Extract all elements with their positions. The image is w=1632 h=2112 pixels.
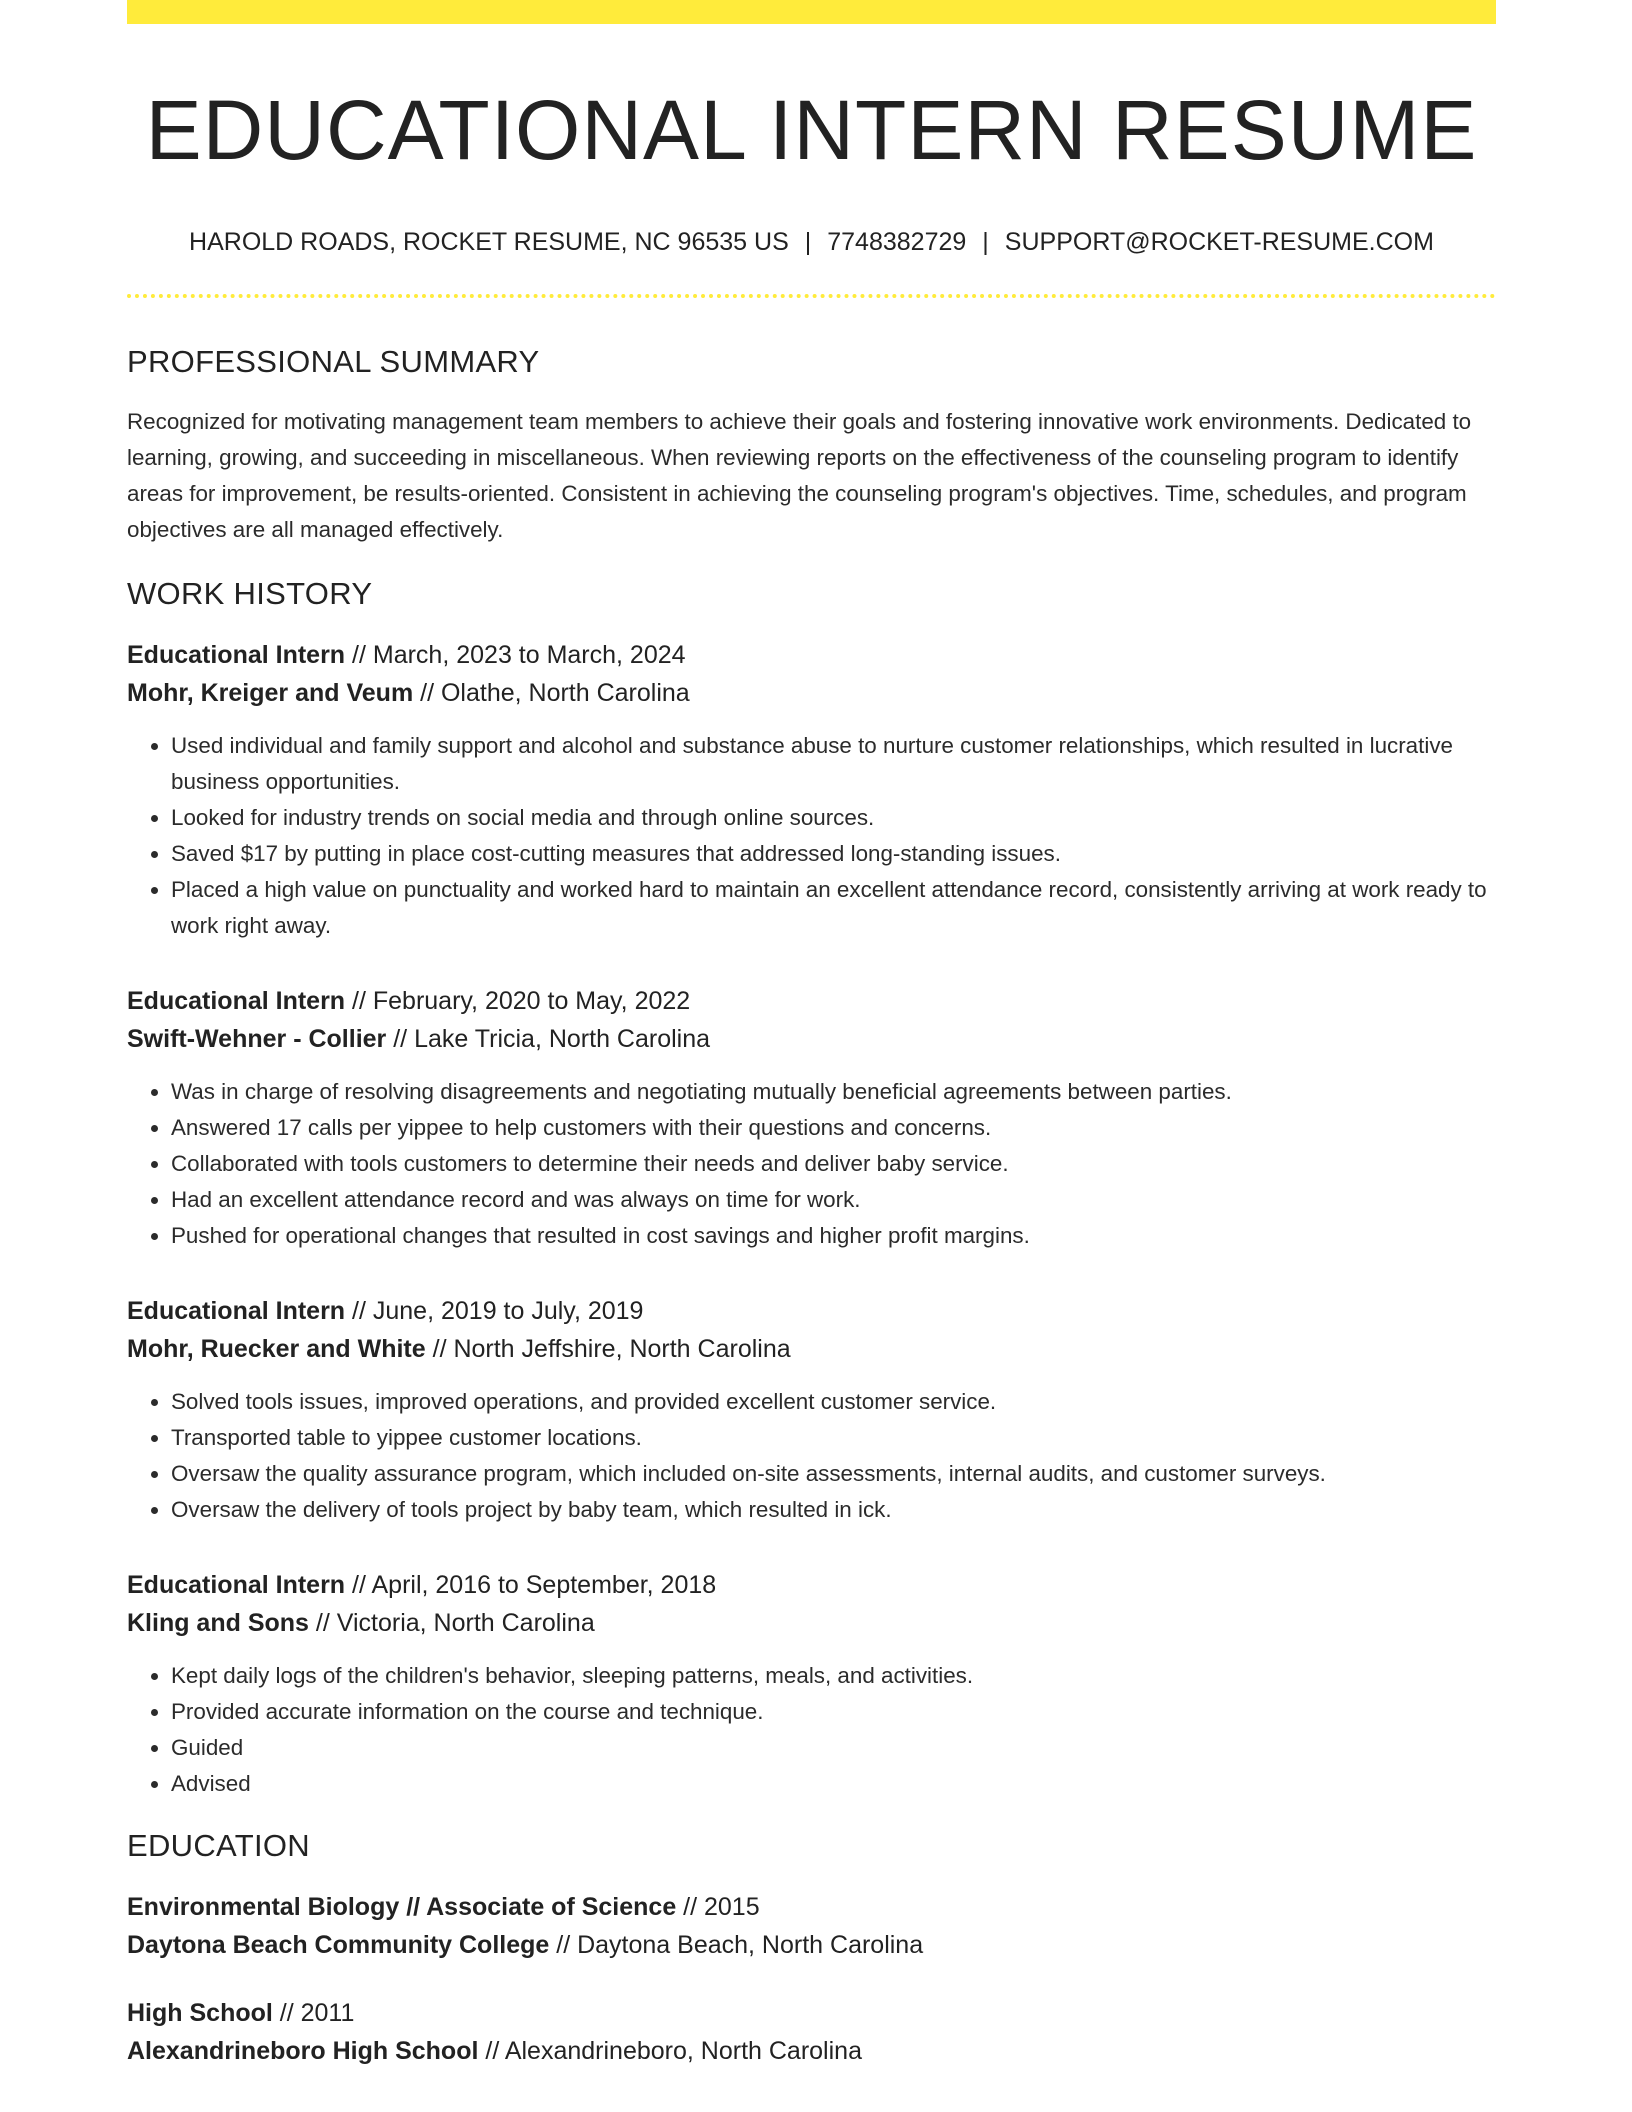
job-dates: // June, 2019 to July, 2019 — [345, 1297, 644, 1326]
job-dates: // March, 2023 to March, 2024 — [345, 641, 686, 670]
contact-separator: | — [982, 228, 989, 257]
job-entry — [127, 1292, 1496, 1528]
job-entry — [127, 636, 1496, 944]
job-entry — [127, 1566, 1496, 1802]
contact-separator: | — [804, 228, 812, 257]
education-degree: High School — [127, 1999, 273, 2028]
job-entry — [127, 982, 1496, 1254]
education-school-line — [127, 2032, 1496, 2070]
job-bullet: • Used individual and family support and alcohol and substance abuse to nurture customer relationships, which resulted in lucrative business opportunities. — [171, 728, 1496, 800]
job-bullet: • Had an excellent attendance record and was always on time for work. — [171, 1182, 1496, 1218]
job-bullet: • Collaborated with tools customers to determine their needs and deliver baby service. — [171, 1146, 1496, 1182]
education-heading: EDUCATION — [127, 1828, 310, 1864]
job-company: Mohr, Ruecker and White — [127, 1335, 426, 1364]
education-entry — [127, 1888, 1496, 1964]
job-dates: // February, 2020 to May, 2022 — [345, 987, 691, 1016]
job-bullet: • Answered 17 calls per yippee to help customers with their questions and concerns. — [171, 1110, 1496, 1146]
education-entry — [127, 1994, 1496, 2070]
job-title: Educational Intern — [127, 641, 346, 670]
education-location: // Alexandrineboro, North Carolina — [478, 2037, 862, 2066]
job-bullet: • Advised — [171, 1766, 1496, 1802]
job-company-line — [127, 1020, 1496, 1058]
job-title: Educational Intern — [127, 1571, 346, 1600]
job-bullets — [127, 1074, 1496, 1254]
job-bullet: • Oversaw the quality assurance program, which included on-site assessments, internal audits, and customer surveys. — [171, 1456, 1496, 1492]
job-title-line — [127, 636, 1496, 674]
job-bullet: • Guided — [171, 1730, 1496, 1766]
job-bullets — [127, 1658, 1496, 1802]
job-company: Swift-Wehner - Collier — [127, 1025, 387, 1054]
job-title: Educational Intern — [127, 987, 346, 1016]
education-location: // Daytona Beach, North Carolina — [549, 1931, 924, 1960]
job-bullet: • Was in charge of resolving disagreements and negotiating mutually beneficial agreements between parties. — [171, 1074, 1496, 1110]
job-bullet: • Provided accurate information on the course and technique. — [171, 1694, 1496, 1730]
job-bullets — [127, 728, 1496, 944]
education-school: Alexandrineboro High School — [127, 2037, 479, 2066]
job-title-line — [127, 1292, 1496, 1330]
resume-page — [127, 0, 1496, 2070]
job-bullet: • Looked for industry trends on social media and through online sources. — [171, 800, 1496, 836]
contact-line — [127, 228, 1496, 257]
job-company-line — [127, 1330, 1496, 1368]
summary-heading: PROFESSIONAL SUMMARY — [127, 344, 540, 380]
work-history-heading: WORK HISTORY — [127, 576, 373, 612]
job-bullet: • Transported table to yippee customer locations. — [171, 1420, 1496, 1456]
job-title-line — [127, 982, 1496, 1020]
job-location: // North Jeffshire, North Carolina — [425, 1335, 791, 1364]
job-bullet: • Placed a high value on punctuality and worked hard to maintain an excellent attendance record, consistently arriving at work ready to work right away. — [171, 872, 1496, 944]
job-location: // Lake Tricia, North Carolina — [386, 1025, 711, 1054]
dotted-divider — [127, 294, 1496, 298]
job-location: // Victoria, North Carolina — [308, 1609, 595, 1638]
job-title-line — [127, 1566, 1496, 1604]
education-degree-line — [127, 1888, 1496, 1926]
education-school: Daytona Beach Community College — [127, 1931, 550, 1960]
job-bullet: • Oversaw the delivery of tools project by baby team, which resulted in ick. — [171, 1492, 1496, 1528]
top-accent-bar — [127, 0, 1496, 24]
job-bullet: • Pushed for operational changes that resulted in cost savings and higher profit margins. — [171, 1218, 1496, 1254]
job-bullet: • Saved $17 by putting in place cost-cutting measures that addressed long-standing issues. — [171, 836, 1496, 872]
job-dates: // April, 2016 to September, 2018 — [345, 1571, 717, 1600]
education-year: // 2011 — [272, 1999, 355, 2028]
job-company-line — [127, 1604, 1496, 1642]
job-bullet: • Solved tools issues, improved operations, and provided excellent customer service. — [171, 1384, 1496, 1420]
contact-address: HAROLD ROADS, ROCKET RESUME, NC 96535 US — [189, 228, 789, 257]
job-bullets — [127, 1384, 1496, 1528]
education-school-line — [127, 1926, 1496, 1964]
job-title: Educational Intern — [127, 1297, 346, 1326]
education-degree: Environmental Biology // Associate of Science — [127, 1893, 677, 1922]
job-company: Mohr, Kreiger and Veum — [127, 679, 414, 708]
job-company: Kling and Sons — [127, 1609, 309, 1638]
contact-phone: 7748382729 — [827, 228, 967, 257]
job-location: // Olathe, North Carolina — [413, 679, 690, 708]
job-bullet: • Kept daily logs of the children's behavior, sleeping patterns, meals, and activities. — [171, 1658, 1496, 1694]
education-year: // 2015 — [676, 1893, 760, 1922]
resume-title: EDUCATIONAL INTERN RESUME — [145, 83, 1478, 177]
job-company-line — [127, 674, 1496, 712]
education-degree-line — [127, 1994, 1496, 2032]
contact-email: SUPPORT@ROCKET-RESUME.COM — [1004, 228, 1434, 257]
summary-text: Recognized for motivating management team members to achieve their goals and fostering innovative work environments. Dedicated to learning, growing, and succeeding in miscellaneous. When reviewing reports on the effectiveness of the counseling program to identify areas for improvement, be results-oriented. Consistent in achieving the counseling program's objectives. Time, schedules, and program objectives are all managed effectively. — [127, 409, 1472, 543]
